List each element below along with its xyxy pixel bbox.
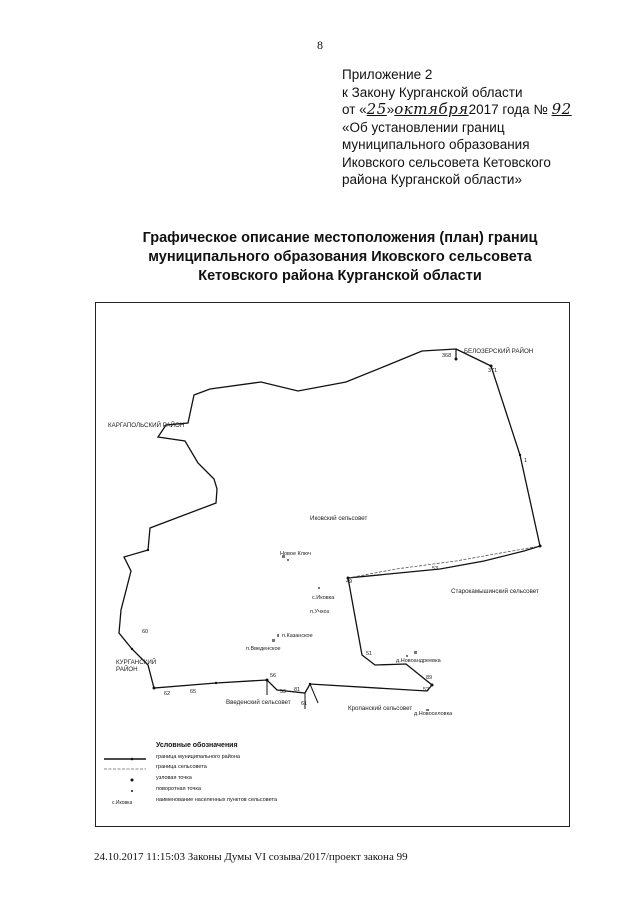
appendix-line-6: Иковского сельсовета Кетовского <box>342 154 551 170</box>
title-line-3: Кетовского района Курганской области <box>198 268 482 284</box>
label-village-ikovka: с.Иковка <box>312 595 335 601</box>
label-village-novoe: Новое Ключ <box>280 551 311 557</box>
legend-label-node: узловая точка <box>156 775 192 781</box>
title-line-2: муниципального образования Иковского сельсовета <box>148 249 532 265</box>
point-49: 49 <box>346 579 353 585</box>
law-number: 92 <box>551 100 572 118</box>
page-number: 8 <box>317 38 323 52</box>
point-89: 89 <box>426 675 433 681</box>
legend-item-district <box>98 754 398 764</box>
boundary-map <box>95 302 570 827</box>
appendix-line-2: к Закону Курганской области <box>342 84 523 100</box>
label-kurgansky-2: РАЙОН <box>116 666 138 673</box>
label-village-kazanskoe: п.Казанское <box>282 633 313 639</box>
appendix-line-5: муниципального образования <box>342 137 530 152</box>
point-56: 56 <box>270 673 277 679</box>
point-60: 60 <box>142 629 149 635</box>
label-belozersky: БЕЛОЗЕРСКИЙ РАЙОН <box>464 348 534 355</box>
legend-settlement-symbol <box>98 797 154 807</box>
appendix-line-7: района Курганской области» <box>342 172 522 187</box>
boundary-points <box>131 358 542 690</box>
point-61: 61 <box>301 701 308 707</box>
legend-selsovet-symbol <box>98 764 154 774</box>
point-59: 59 <box>280 689 287 695</box>
label-ikovsky: Иковский сельсовет <box>310 515 368 522</box>
document-footer: 24.10.2017 11:15:03 Законы Думы VI созыва/2017/проект закона 99 <box>94 851 408 863</box>
point-52: 52 <box>423 687 430 693</box>
appendix-header <box>342 66 612 189</box>
label-village-3: д.Новоселовка <box>414 711 453 717</box>
point-371: 371 <box>488 368 498 374</box>
date-month: октября <box>394 100 469 118</box>
label-village-1: д.Новоандреевка <box>396 658 441 664</box>
label-kropanskiy: Кропанский сельсовет <box>348 705 413 712</box>
point-53: 53 <box>432 566 439 572</box>
point-368: 368 <box>442 353 452 359</box>
legend-item-node <box>98 775 398 785</box>
label-kargapolsky: КАРГАПОЛЬСКИЙ РАЙОН <box>108 422 185 429</box>
legend-title: Условные обозначения <box>156 742 238 749</box>
legend-label-turn: поворотная точка <box>156 786 201 792</box>
selsovet-boundary <box>348 546 540 578</box>
date-year: 2017 года № <box>468 102 548 117</box>
legend-node-symbol <box>98 775 154 785</box>
document-title <box>70 229 610 286</box>
label-kurgansky-1: КУРГАНСКИЙ <box>116 659 157 666</box>
date-day: 25 <box>366 100 387 118</box>
legend-label-selsovet: граница сельсовета <box>156 764 207 770</box>
legend-district-symbol <box>98 754 154 764</box>
legend-label-settlement: наименование населенных пунктов сельсовета <box>156 797 278 803</box>
date-middle: » <box>386 102 395 117</box>
legend-turn-symbol <box>98 786 154 796</box>
label-vvedensky: Введенский сельсовет <box>226 699 291 706</box>
date-prefix: от « <box>342 102 367 117</box>
appendix-line-4: «Об установлении границ <box>342 119 505 135</box>
point-65: 65 <box>190 689 197 695</box>
point-1: 1 <box>524 458 528 464</box>
appendix-line-1: Приложение 2 <box>342 67 433 82</box>
label-village-4: п.Учхоз <box>310 609 330 615</box>
label-village-2: п.Введенское <box>246 646 281 652</box>
point-62: 62 <box>164 691 171 697</box>
legend-settlement-sample: с.Иковка <box>112 800 133 806</box>
point-81: 81 <box>294 687 301 693</box>
appendix-date-line <box>342 101 612 119</box>
label-starokamyshinsky: Старокамышинский сельсовет <box>451 588 539 595</box>
legend-item-selsovet <box>98 764 398 774</box>
legend-label-district: граница муниципального района <box>156 754 240 760</box>
legend-item-turn <box>98 786 398 796</box>
point-51: 51 <box>366 651 373 657</box>
legend-item-settlement <box>98 797 398 807</box>
title-line-1: Графическое описание местоположения (план) границ <box>142 230 538 246</box>
